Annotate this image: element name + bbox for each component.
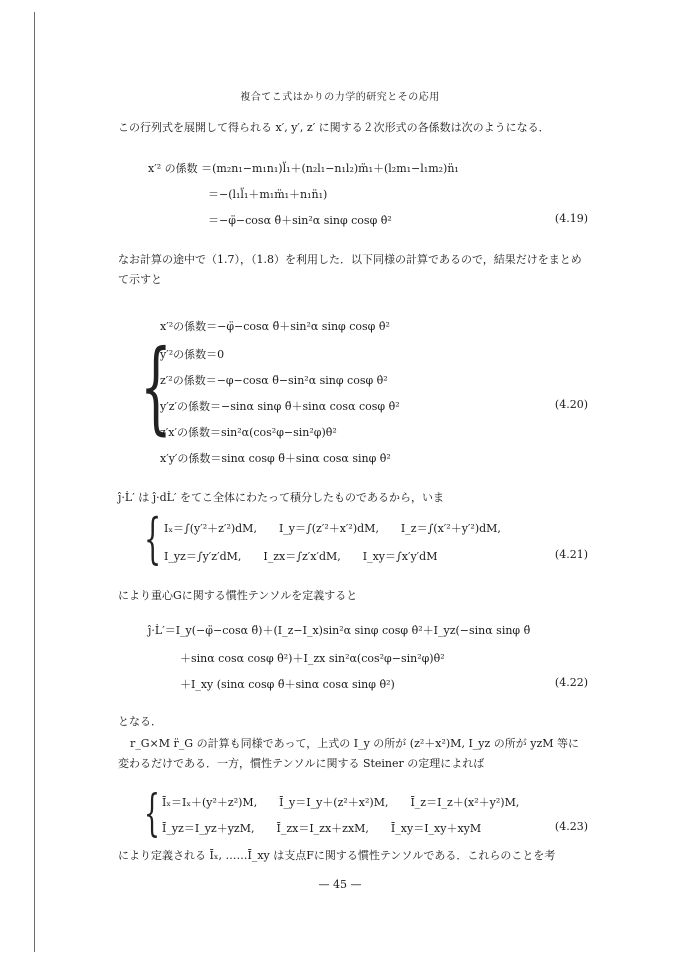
eq-4-20-line-3: z′²の係数＝−φ−cosα θ̈−sin²α sinφ cosφ θ̇² bbox=[160, 374, 388, 387]
eq-4-20-line-1: x′²の係数＝−φ̈−cosα θ̈＋sin²α sinφ cosφ θ̇² bbox=[160, 320, 390, 333]
paragraph-6: r_G×M r̈_G の計算も同様であって，上式の I_y の所が (z²＋x²)M, I_yz の所が yzM 等に変わるだけである．一方，慣性テンソルに関する Steiner の定理によれば bbox=[118, 737, 580, 770]
eq-4-23-number: (4.23) bbox=[554, 820, 588, 833]
paragraph-7: により定義される Īₓ, ……Ī_xy は支点Fに関する慣性テンソルである．これらのことを考 bbox=[118, 849, 556, 862]
eq-4-21-brace: { bbox=[144, 507, 162, 570]
eq-4-20-line-5: z′x′の係数＝sin²α(cos²φ−sin²φ)θ̇² bbox=[160, 426, 337, 439]
eq-4-20-brace: { bbox=[140, 328, 172, 445]
paragraph-2: なお計算の途中で（1.7），（1.8）を利用した．以下同様の計算であるので，結果だけをまとめて示すと bbox=[118, 253, 582, 286]
eq-4-23-brace: { bbox=[144, 784, 160, 842]
eq-4-20-line-2: y′²の係数＝0 bbox=[160, 348, 225, 361]
eq-4-20-line-6: x′y′の係数＝sinα cosφ θ̈＋sinα cosα sinφ θ̇² bbox=[160, 452, 391, 465]
eq-4-21-line-1: Iₓ＝∫(y′²＋z′²)dM, I_y＝∫(z′²＋x′²)dM, I_z＝∫(x′²＋y′²)dM, bbox=[164, 522, 501, 535]
eq-4-19-line-3: ＝−φ̈−cosα θ̈＋sin²α sinφ cosφ θ̇² bbox=[208, 214, 392, 227]
binder-line bbox=[34, 12, 35, 952]
eq-4-21-number: (4.21) bbox=[554, 548, 588, 561]
eq-4-21-line-2: I_yz＝∫y′z′dM, I_zx＝∫z′x′dM, I_xy＝∫x′y′dM bbox=[164, 550, 438, 563]
running-header: 複合てこ式はかりの力学的研究とその応用 bbox=[240, 92, 440, 103]
paragraph-1: この行列式を展開して得られる x′, y′, z′ に関する２次形式の各係数は次のようになる． bbox=[118, 121, 550, 134]
eq-4-23-line-2: Ī_yz＝I_yz＋yzM, Ī_zx＝I_zx＋zxM, Ī_xy＝I_xy＋xyM bbox=[162, 822, 482, 835]
page-number: — 45 — bbox=[318, 878, 362, 891]
paragraph-5: となる． bbox=[118, 715, 162, 728]
paragraph-4: により重心Gに関する慣性テンソルを定義すると bbox=[118, 589, 358, 602]
eq-4-20-line-4: y′z′の係数＝−sinα sinφ θ̈＋sinα cosα cosφ θ̇² bbox=[160, 400, 400, 413]
eq-4-22-line-2: ＋sinα cosα cosφ θ̇²)＋I_zx sin²α(cos²φ−sin²φ)θ̇² bbox=[180, 652, 445, 665]
eq-4-19-line-2: ＝−(l₁l̈₁＋m₁m̈₁＋n₁n̈₁) bbox=[208, 188, 328, 201]
eq-4-20-number: (4.20) bbox=[554, 398, 588, 411]
eq-4-22-number: (4.22) bbox=[554, 676, 588, 689]
eq-4-23-line-1: Īₓ＝Iₓ＋(y²＋z²)M, Ī_y＝I_y＋(z²＋x²)M, Ī_z＝I_z＋(x²＋y²)M, bbox=[162, 796, 520, 809]
eq-4-22-line-3: ＋I_xy (sinα cosφ θ̈＋sinα cosα sinφ θ̇²) bbox=[180, 678, 395, 691]
paragraph-3: ĵ·L̇′ は ĵ·dL̇′ をてこ全体にわたって積分したものであるから，いま bbox=[118, 491, 444, 504]
eq-4-22-line-1: ĵ·L̇′＝I_y(−φ̈−cosα θ̈)＋(I_z−I_x)sin²α sinφ cosφ θ̇²＋I_yz(−sinα sinφ θ̈ bbox=[148, 624, 531, 637]
eq-4-19-number: (4.19) bbox=[554, 212, 588, 225]
eq-4-19-line-1: x′² の係数 ＝(m₂n₁−m₁n₁)l̈₁＋(n₂l₁−n₁l₂)m̈₁＋(l₂m₁−l₁m₂)n̈₁ bbox=[148, 162, 459, 175]
